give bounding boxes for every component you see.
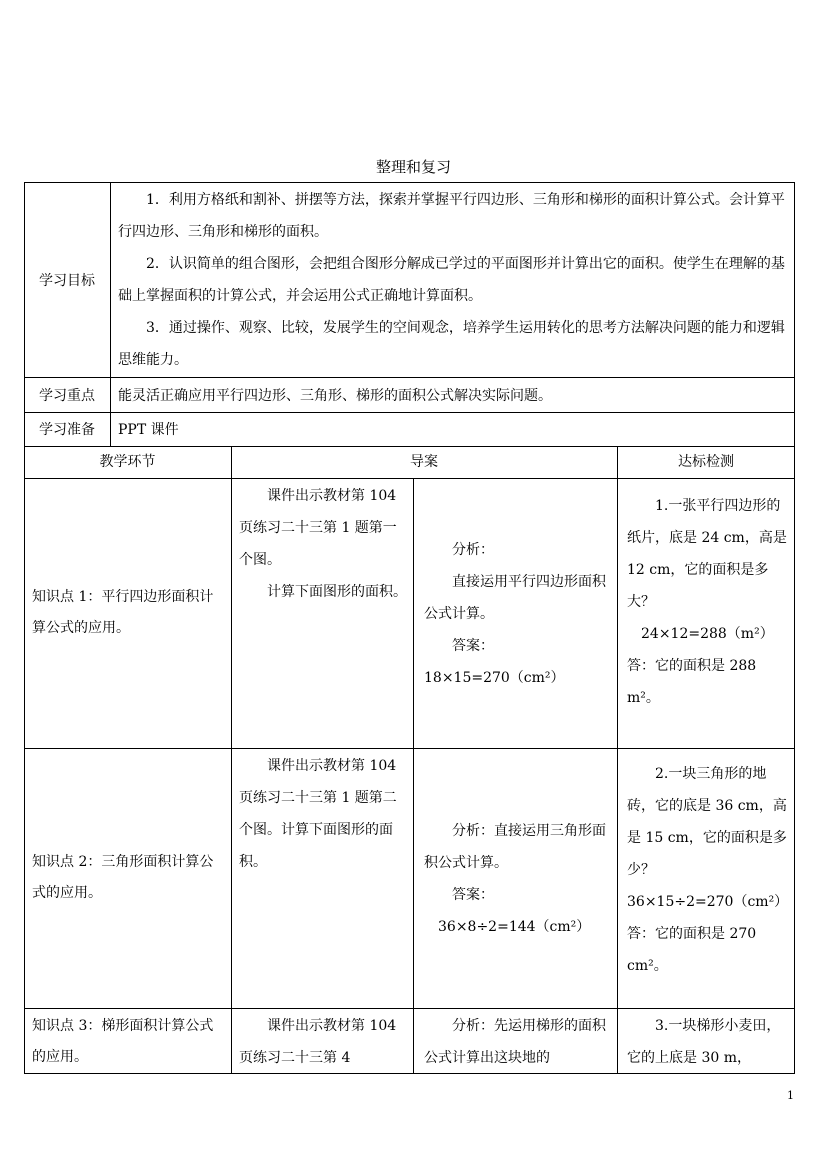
guide-left-paragraph: 课件出示教材第 104 页练习二十三第 1 题第一个图。: [239, 488, 397, 568]
guide-left-paragraph: 计算下面图形的面积。: [267, 584, 407, 600]
check-calculation: 24×12=288（m²）: [641, 626, 774, 642]
guide-left-paragraph: 课件出示教材第 104 页练习二十三第 1 题第二个图。计算下面图形的面积。: [239, 758, 397, 870]
guide-right-cell: [414, 1010, 617, 1074]
header-stage: 教学环节: [99, 454, 156, 470]
guide-right-cell: [414, 480, 617, 748]
check-question: 3.一块梯形小麦田，它的上底是 30 m，: [627, 1018, 781, 1066]
stage-cell: 知识点 2：三角形面积计算公式的应用。: [32, 854, 214, 901]
guide-right-paragraph: 直接运用平行四边形面积公式计算。: [424, 574, 606, 622]
check-answer: 答：它的面积是 288 m²。: [627, 658, 757, 706]
guide-left-cell: [232, 1010, 413, 1074]
page-title: 整理和复习: [375, 158, 451, 176]
preparation-text: PPT 课件: [118, 422, 179, 438]
stage-cell: 知识点 1：平行四边形面积计算公式的应用。: [32, 589, 214, 636]
guide-right-paragraph: 答案：: [452, 887, 494, 903]
check-cell: [618, 1010, 795, 1074]
guide-left-cell: [232, 750, 413, 878]
objective-paragraph: 1．利用方格纸和割补、拼摆等方法，探索并掌握平行四边形、三角形和梯形的面积计算公式。会计算平行四边形、三角形和梯形的面积。: [118, 192, 785, 240]
check-question: 1.一张平行四边形的纸片，底是 24 cm，高是 12 cm，它的面积是多大？: [627, 498, 787, 610]
table-rule: [24, 1008, 795, 1009]
guide-right-paragraph: 分析：: [452, 542, 494, 558]
header-check: 达标检测: [678, 454, 734, 470]
objective-paragraph: 2．认识简单的组合图形，会把组合图形分解成已学过的平面图形并计算出它的面积。使学生在理解的基础上掌握面积的计算公式，并会运用公式正确地计算面积。: [118, 256, 785, 304]
guide-right-cell: [414, 750, 617, 1008]
guide-right-paragraph: 答案：: [452, 638, 494, 654]
check-cell: [618, 490, 795, 714]
guide-right-paragraph: 分析：直接运用三角形面积公式计算。: [424, 823, 606, 871]
key-point-text: 能灵活正确应用平行四边形、三角形、梯形的面积公式解决实际问题。: [118, 387, 552, 404]
guide-right-answer: 36×8÷2=144（cm²）: [438, 919, 591, 935]
check-question: 2.一块三角形的地砖，它的底是 36 cm，高是 15 cm，它的面积是多少？: [627, 766, 787, 878]
guide-left-paragraph: 课件出示教材第 104 页练习二十三第 4: [239, 1018, 397, 1066]
objective-paragraph: 3．通过操作、观察、比较，发展学生的空间观念，培养学生运用转化的思考方法解决问题的能力和逻辑思维能力。: [118, 320, 785, 368]
page-number: 1: [787, 1089, 794, 1102]
stage-cell: 知识点 3：梯形面积计算公式的应用。: [32, 1018, 214, 1065]
header-guide: 导案: [410, 454, 438, 470]
objectives-label: 学习目标: [39, 272, 95, 289]
guide-right-paragraph: 分析：先运用梯形的面积公式计算出这块地的: [424, 1018, 606, 1066]
guide-right-answer: 18×15=270（cm²）: [424, 670, 565, 686]
guide-left-cell: [232, 480, 413, 608]
preparation-label: 学习准备: [39, 422, 95, 438]
check-answer: 答：它的面积是 270 cm²。: [627, 926, 757, 974]
check-calculation: 36×15÷2=270（cm²）: [627, 894, 789, 910]
objectives-content: [111, 184, 795, 376]
key-point-label: 学习重点: [39, 387, 95, 404]
check-cell: [618, 758, 795, 982]
